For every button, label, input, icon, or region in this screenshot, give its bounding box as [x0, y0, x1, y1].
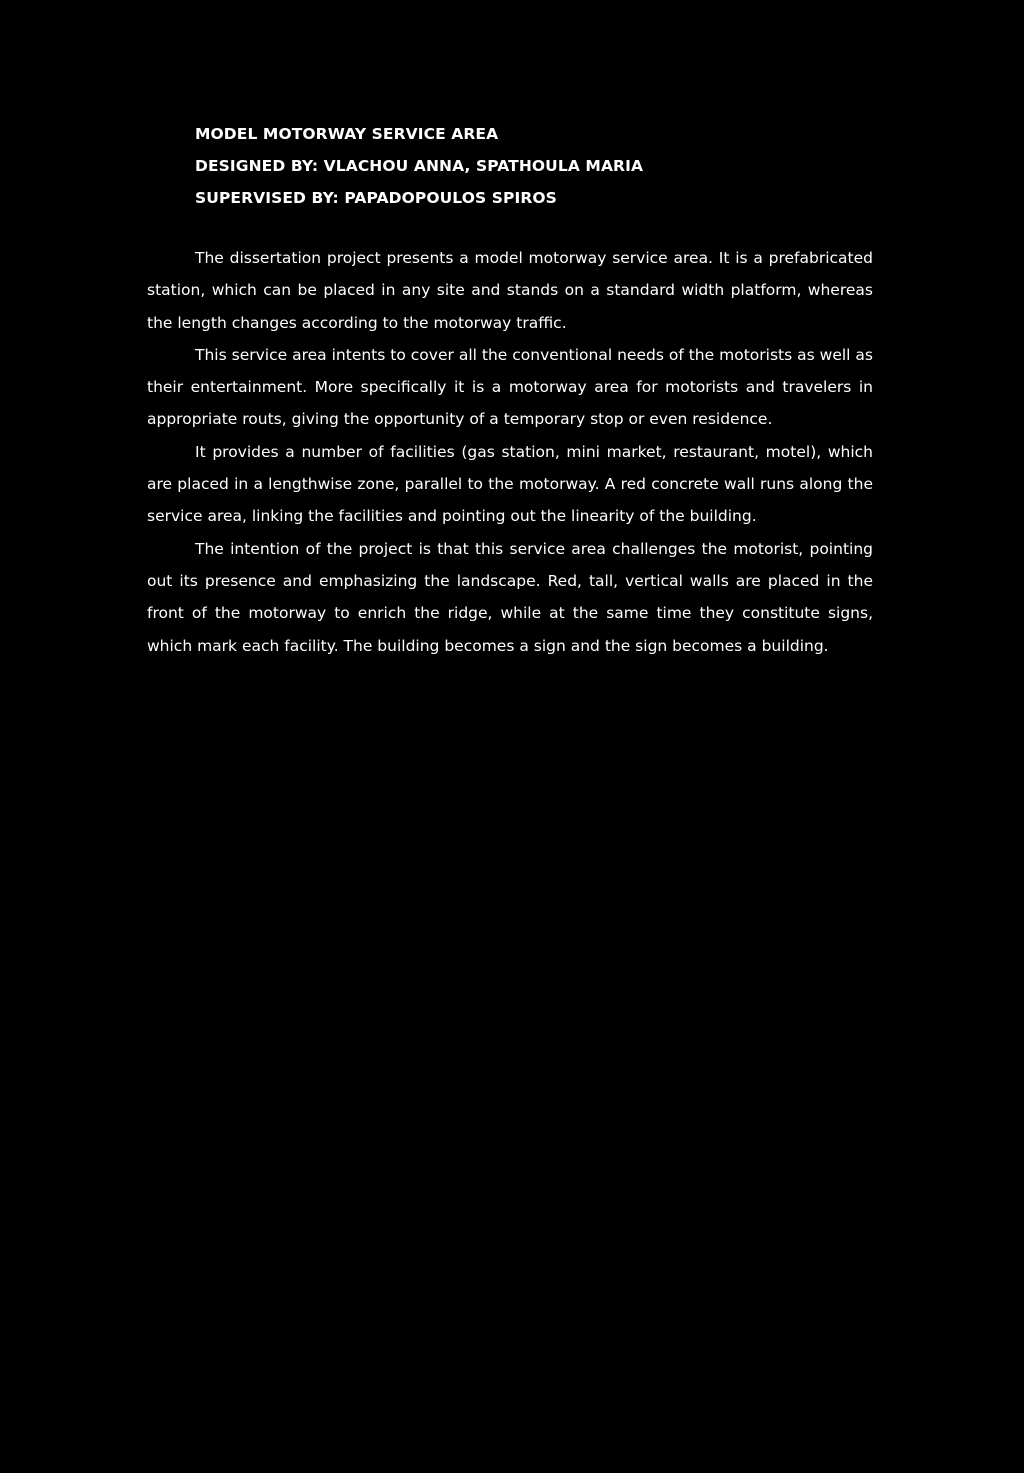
paragraph-4: The intention of the project is that this service area challenges the motorist, pointing out its presence and emphasizing the landscape. Red, tall, vertical walls are placed in the front of the motorway to enrich the ridge, while at the same time they constitute signs, which mark each facility. The building becomes a sign and the sign becomes a building. — [147, 539, 873, 655]
document-header — [195, 118, 895, 214]
designed-by-line: DESIGNED BY: VLACHOU ANNA, SPATHOULA MARIA — [195, 157, 644, 175]
paragraph-2: This service area intents to cover all the conventional needs of the motorists as well as their entertainment. More specifically it is a motorway area for motorists and travelers in appropriate routs, giving the opportunity of a temporary stop or even residence. — [147, 345, 873, 429]
paragraph-1: The dissertation project presents a model motorway service area. It is a prefabricated station, which can be placed in any site and stands on a standard width platform, whereas the length changes according to the motorway traffic. — [147, 249, 873, 332]
paragraph-3: It provides a number of facilities (gas station, mini market, restaurant, motel), which are placed in a lengthwise zone, parallel to the motorway. A red concrete wall runs along the service area, linking the facilities and pointing out the linearity of the building. — [147, 442, 873, 526]
document-body — [147, 242, 873, 662]
document-title: MODEL MOTORWAY SERVICE AREA — [195, 125, 499, 143]
supervised-by-line: SUPERVISED BY: PAPADOPOULOS SPIROS — [195, 189, 557, 207]
